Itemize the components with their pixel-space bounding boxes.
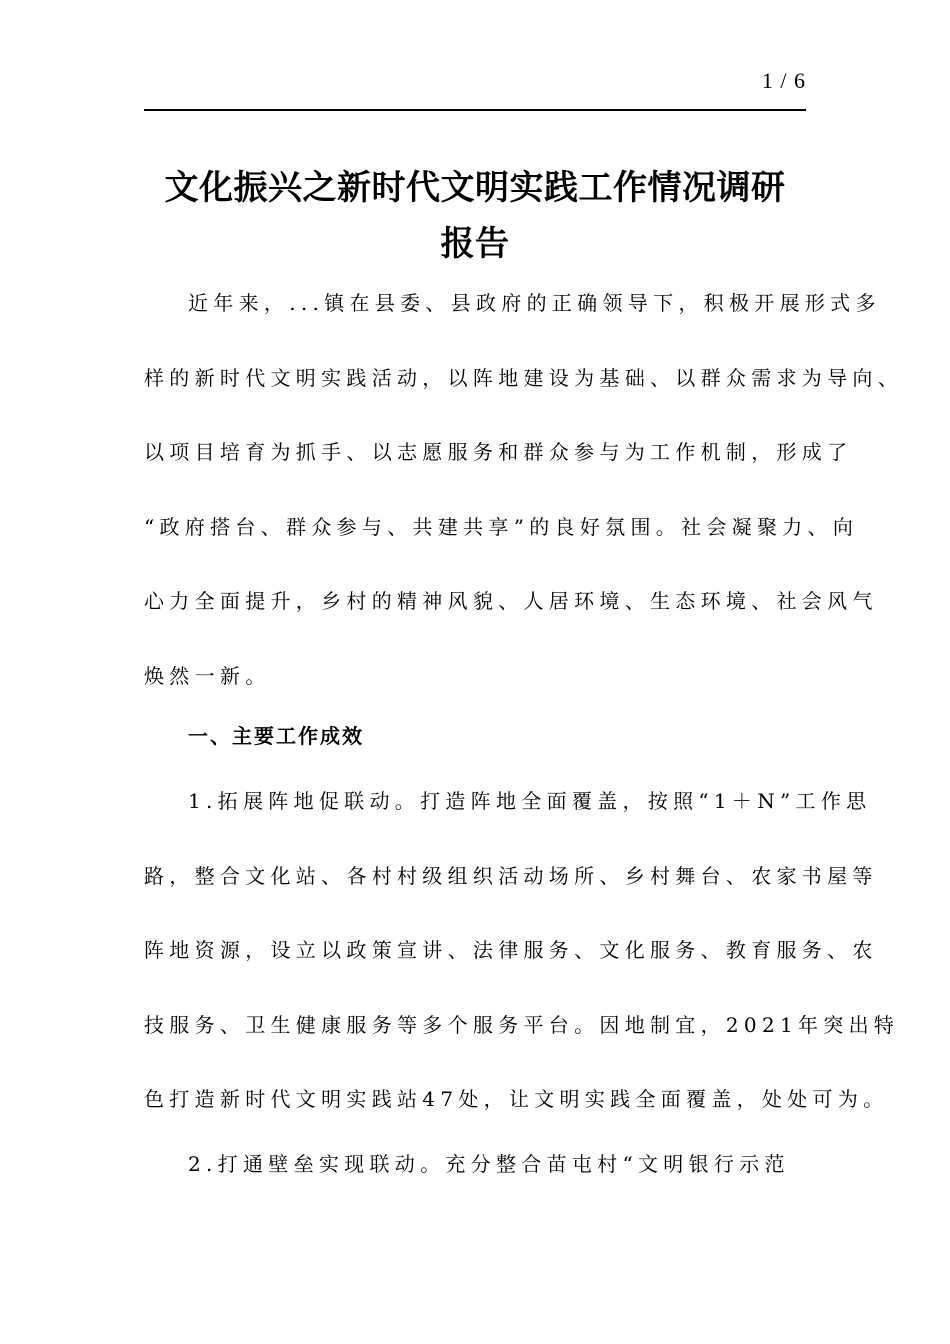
paragraph-line: 样的新时代文明实践活动，以阵地建设为基础、以群众需求为导向、 [144,365,903,390]
item-2-paragraph [144,1127,806,1202]
page-number: 1 / 6 [761,68,806,93]
paragraph-line: 心力全面提升，乡村的精神风貌、人居环境、生态环境、社会风气 [144,589,878,613]
paragraph-line: 色打造新时代文明实践站47处，让文明实践全面覆盖，处处可为。 [144,1087,889,1111]
paragraph-line: 1.拓展阵地促联动。打造阵地全面覆盖，按照“1＋N”工作思 [188,789,872,813]
paragraph-line: 2.打通壁垒实现联动。充分整合苗屯村“文明银行示范 [188,1152,790,1176]
paragraph-line: 以项目培育为抓手、以志愿服务和群众参与为工作机制，形成了 [144,440,853,464]
title-line-1: 文化振兴之新时代文明实践工作情况调研 [164,168,786,208]
paragraph-line: 近年来，...镇在县委、县政府的正确领导下，积极开展形式多 [188,291,881,315]
paragraph-line: “政府搭台、群众参与、共建共享”的良好氛围。社会凝聚力、向 [144,514,859,539]
paragraph-line: 焕然一新。 [144,663,271,688]
document-title [144,160,806,272]
section-heading: 一、主要工作成效 [188,724,364,748]
item-1-paragraph [144,764,900,1137]
paragraph-line: 阵地资源，设立以政策宣讲、法律服务、文化服务、教育服务、农 [144,938,878,962]
paragraph-line: 技服务、卫生健康服务等多个服务平台。因地制宜，2021年突出特 [144,1012,900,1037]
paragraph-line: 路，整合文化站、各村村级组织活动场所、乡村舞台、农家书屋等 [144,863,878,888]
header-rule [144,109,806,111]
title-line-2: 报告 [440,224,510,264]
intro-paragraph [144,266,903,713]
